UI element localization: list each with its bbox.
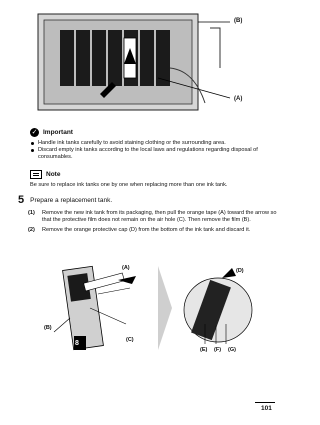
label-c-bottom: (C) — [126, 337, 134, 343]
substep-2 — [28, 227, 280, 234]
note-title: Note — [46, 171, 61, 178]
important-bullet-2 — [30, 147, 275, 161]
label-a-top: (A) — [234, 96, 243, 102]
step-number: 5 — [18, 194, 25, 206]
important-icon: ✓ — [31, 129, 38, 136]
left-tank-figure — [54, 266, 136, 350]
ink-tank-drawing — [40, 258, 265, 358]
note-heading — [30, 170, 275, 179]
important-bullet-1-text: Handle ink tanks carefully to avoid staining clothing or the surrounding area. — [38, 140, 226, 146]
label-a-bottom: (A) — [122, 265, 130, 271]
page-number: 101 — [261, 405, 272, 412]
tank-number: 8 — [75, 340, 79, 347]
note-icon — [30, 170, 42, 179]
bullet-dot-icon — [31, 142, 34, 145]
label-g-bottom: (G) — [228, 347, 236, 353]
label-d-bottom: (D) — [236, 268, 244, 274]
step-5 — [18, 194, 280, 234]
important-title: Important — [43, 129, 73, 136]
bullet-dot-icon — [31, 149, 34, 152]
label-b-bottom: (B) — [44, 325, 52, 331]
right-tank-figure — [184, 268, 252, 344]
important-section — [30, 128, 275, 161]
note-text: Be sure to replace ink tanks one by one when replacing more than one ink tank. — [30, 182, 228, 188]
label-e-bottom: (E) — [200, 347, 208, 353]
note-section — [30, 170, 275, 189]
label-b-top: (B) — [234, 18, 243, 24]
substep-1-text: Remove the new ink tank from its packaging, then pull the orange tape (A) toward the arrow so that the protective film does not remain on the air hole (C). Then remove the film (B). — [42, 210, 277, 223]
page-rule — [255, 402, 275, 403]
substep-2-text: Remove the orange protective cap (D) from the bottom of the ink tank and discard it. — [42, 227, 251, 233]
step-title: Prepare a replacement tank. — [30, 196, 113, 204]
label-f-bottom: (F) — [214, 347, 222, 353]
substep-2-number: (2) — [28, 227, 35, 233]
important-bullet-2-text: Discard empty ink tanks according to the local laws and regulations regarding disposal of consumables. — [38, 147, 258, 160]
important-heading — [30, 128, 275, 137]
substep-1 — [28, 210, 280, 224]
important-bullet-1 — [30, 140, 275, 147]
substep-1-number: (1) — [28, 210, 35, 216]
ink-tank-illustration — [40, 258, 265, 358]
step-header — [18, 194, 280, 206]
